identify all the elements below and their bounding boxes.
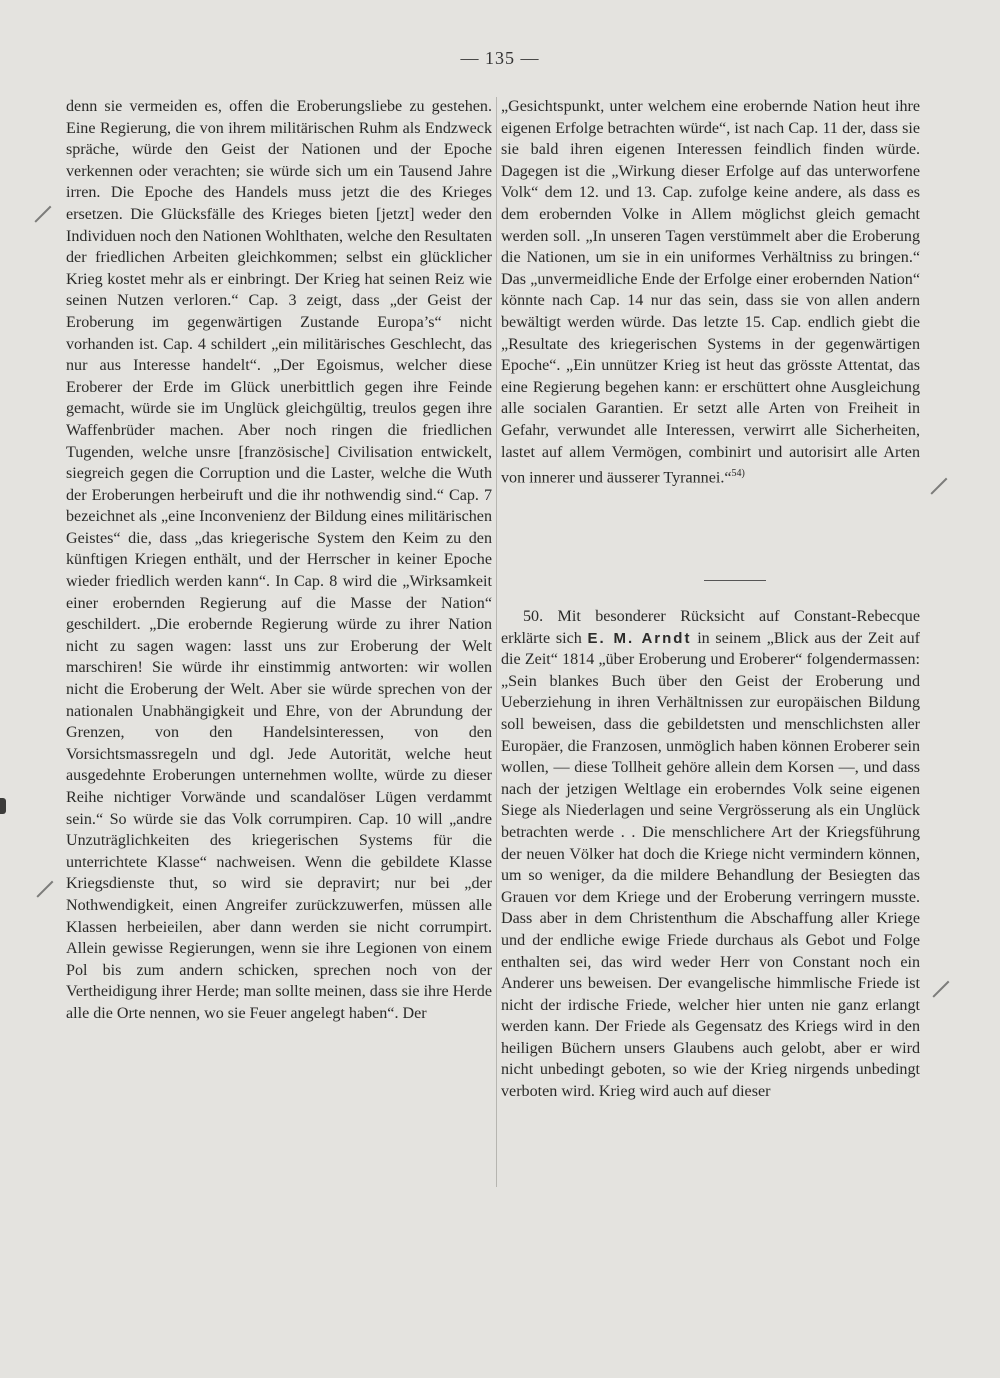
column-divider: [496, 97, 497, 1187]
binding-mark: [0, 798, 6, 814]
pencil-mark: [36, 881, 53, 898]
pencil-mark: [34, 206, 51, 223]
pencil-mark: [930, 478, 947, 495]
right-column-paragraph-1: „Gesichtspunkt, unter welchem eine erobernde Nation heut ihre eigenen Erfolge betrachten würde“, ist nach Cap. 11 der, dass sie sie bald ihren eigenen Interessen feindlich finden würde. Dagegen ist die „Wirkung dieser Erfolge auf das unterworfene Volk“ dem 12. und 13. Cap. zufolge keine andere, als dass es dem erobernden Volke in Allem möglichst gleich gemacht werden soll. „In unseren Tagen verstümmelt aber die Eroberung die Nationen, um sie in ein uniformes Verhältniss zu bringen.“ Das „unvermeidliche Ende der Erfolge einer erobernden Nation“ könnte nach Cap. 14 nur das sein, dass sie von allen andern bewältigt werden würde. Das letzte 15. Cap. endlich giebt die „Resultate des kriegerischen Systems in der gegenwärtigen Epoche“. „Ein unnützer Krieg ist heut das grösste Attentat, das eine Regierung begehen kann: er erschüttert ohne Ausgleichung alle socialen Garantien. Er setzt alle Arten von Freiheit in Gefahr, verwundet alle Interessen, verwirrt alle Sicherheiten, lastet auf allem Vermögen, combinirt und autorisirt alle Arten von innerer und äusserer Tyrannei.“: [501, 98, 920, 487]
page-number: — 135 —: [460, 48, 540, 68]
footnote-reference: 54): [731, 468, 745, 480]
paragraph-50-intro: 50. Mit besonderer Rücksicht auf Constant-Rebecque erklärte sich: [501, 608, 920, 647]
left-column-text: denn sie vermeiden es, offen die Eroberungsliebe zu gestehen. Eine Regierung, die von ihrem militärischen Ruhm als Endzweck spräche, würde den Geist der Nationen und der Epoche verkennen oder verachten; sie würde sich um ein Tausend Jahre irren. Die Epoche des Handels muss jetzt die des Krieges ersetzen. Die Glücksfälle des Krieges bieten [jetzt] weder den Individuen noch den Nationen Wohlthaten, welche den Resultaten der friedlichen Arbeiten gleichkommen; selbst ein glücklicher Krieg kostet mehr als er einbringt. Der Krieg hat seinen Reiz wie seinen Nutzen verloren.“ Cap. 3 zeigt, dass „der Geist der Eroberung im gegenwärtigen Zustande Europa’s“ nicht vorhanden ist. Cap. 4 schildert „ein militärisches Geschlecht, das nur aus Interesse handelt“. „Der Egoismus, welcher diese Eroberer der Erde im Glück unerbittlich gegen ihre Feinde gemacht, würde sie im Unglück gleichgültig, treulos gegen ihre Waffenbrüder machen. Aber noch ringen die friedlichen Tugenden, welche unsre [französische] Civilisation entwickelt, siegreich gegen die Corruption und die Laster, welche die Wuth der Eroberungen herbeiruft und die ihr nothwendig sind.“ Cap. 7 bezeichnet als „eine Inconvenienz der Bildung eines militärischen Geistes“ die, dass „das kriegerische System den Keim zu den künftigen Kriegen enthält, und der Herrscher in keiner Epoche wieder friedlich werden kann“. In Cap. 8 wird die „Wirksamkeit einer erobernden Regierung auf die Masse der Nation“ geschildert. „Die erobernde Regierung würde zu ihrer Nation nicht zu sagen wagen: lasst uns zur Eroberung der Welt marschiren! Sie würde ihr einstimmig antworten: wir wollen nicht die Eroberung der Welt. Aber sie würde sprechen von der nationalen Unabhängigkeit und Ehre, von der Abrundung der Grenzen, von den Handelsinteressen, von den Vorsichtsmassregeln und dgl. Jede Autorität, welche heut ausgedehnte Eroberungen unternehmen wollte, würde zu dieser Reihe nichtiger Vorwände und scandalöser Lügen verdammt sein.“ So würde sie das Volk corrumpiren. Cap. 10 will „andre Unzuträglichkeiten des kriegerischen Systems für die unterrichtete Klasse“ nachweisen. Wenn die gebildete Klasse Kriegsdienste thut, so wird sie depravirt; nur bei „der Nothwendigkeit, einen Angreifer zurückzuwerfen, müssen alle Klassen herbeieilen, aber dann werden sie nicht corrumpirt. Allein gewisse Regierungen, wenn sie ihre Legionen von einem Pol bis zum andern schicken, sprechen noch von der Vertheidigung ihrer Herde; man sollte meinen, dass sie ihre Herde alle die Orte nennen, wo sie Feuer angelegt haben“. Der: [66, 98, 492, 1022]
pencil-mark: [932, 981, 949, 998]
paragraph-50-body: in seinem „Blick aus der Zeit auf die Zeit“ 1814 „über Eroberung und Eroberer“ folgendermassen: „Sein blankes Buch über den Geist der Eroberung und Ueberziehung in ihren Verhältnissen zur europäischen Bildung soll beweisen, dass die gebildetsten und menschlichsten aller Europäer, die Franzosen, unmöglich haben können Eroberer sein wollen, — diese Tollheit gehöre allein dem Korsen —, und dass nach der jetzigen Weltlage ein eroberndes Volk seine eigenen Siege als Niederlagen und seine Vergrösserung als ein Unglück betrachten werde . . Die menschlichere Art der Kriegsführung der neuen Völker hat doch die Kriege nicht vermindern können, um so weniger, da die mildere Behandlung der Besiegten das Grauen vor dem Kriege und der Eroberung verringern musste. Dass aber in dem Christenthum die Abschaffung aller Kriege und der endliche ewige Friede durchaus als Gebot und Folge enthalten sei, das wird weder Herr von Constant noch ein Anderer uns beweisen. Der evangelische himmlische Friede ist nicht der irdische Friede, welcher hier unten nie ganz erlangt werden kann. Der Friede als Gegensatz des Kriegs wird in den heiligen Büchern unsers Glaubens auch gelobt, aber er wird nicht unbedingt geboten, so wie der Krieg nirgends unbedingt verboten wird. Krieg wird auch auf dieser: [501, 629, 921, 1101]
paragraph-50: [501, 606, 920, 1103]
section-separator: [704, 580, 766, 581]
author-name: E. M. Arndt: [587, 629, 692, 647]
right-column-text: [501, 96, 920, 489]
